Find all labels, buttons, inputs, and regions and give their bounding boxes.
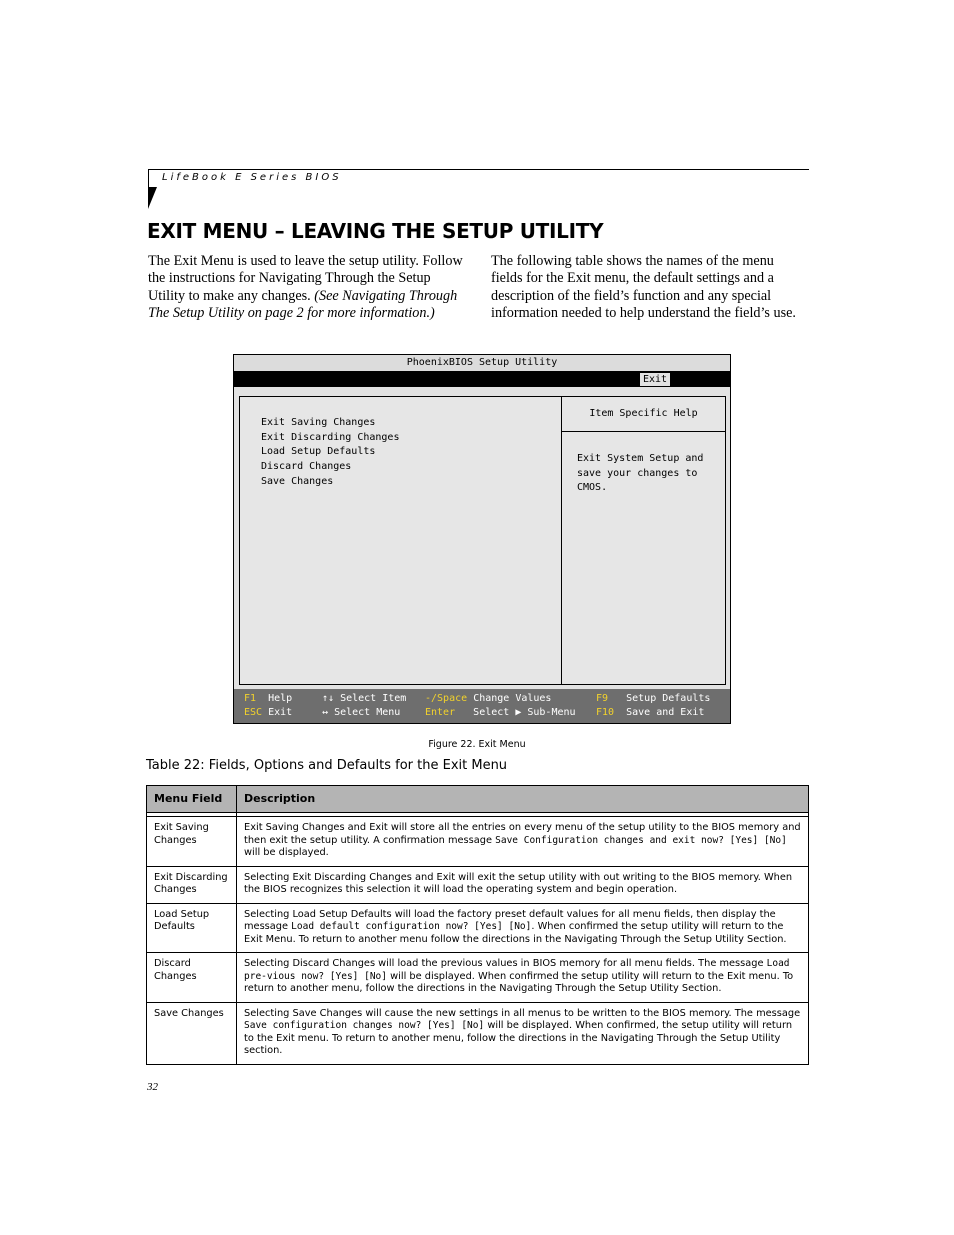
message-code: Load pre-vious now? [Yes] [No] [244, 958, 790, 982]
message-code: Save configuration changes now? [Yes] [No] [244, 1020, 485, 1031]
footer-setup-defaults [596, 692, 710, 706]
menu-item-save-changes[interactable]: Save Changes [261, 475, 334, 487]
footer-desc: Setup Defaults [626, 693, 711, 704]
table-row [147, 903, 809, 953]
footer-desc: Save and Exit [626, 707, 705, 718]
footer-select-menu [322, 706, 400, 720]
arrows-left-right-icon: ↔ [322, 707, 329, 718]
bios-panel [239, 396, 726, 685]
field-description [237, 866, 809, 903]
header-marker-icon [148, 187, 157, 209]
footer-key: F1 [244, 693, 257, 704]
figure-caption: Figure 22. Exit Menu [428, 739, 526, 750]
exit-menu-table [146, 785, 809, 1065]
table-row [147, 953, 809, 1003]
footer-key: ESC [244, 707, 263, 718]
field-name: Exit Discarding Changes [147, 866, 237, 903]
field-description [237, 903, 809, 953]
menu-item-discard-changes[interactable]: Discard Changes [261, 461, 352, 473]
bios-menu [240, 397, 562, 684]
footer-f1-help [244, 692, 292, 706]
footer-key: Enter [425, 707, 456, 718]
field-name: Discard Changes [147, 953, 237, 1003]
description-text: will be displayed. When confirmed, the setup utility will return to the Exit menu. To return to another menu, follow the directions in the Navigating Through the Setup Utility section. [244, 1020, 793, 1056]
header-vertical-rule [148, 169, 149, 189]
running-header: LifeBook E Series BIOS [162, 172, 342, 183]
page-number: 32 [147, 1081, 158, 1093]
intro-left-paragraph [148, 253, 463, 323]
footer-change-values [425, 692, 551, 706]
footer-save-and-exit [596, 706, 704, 720]
column-header-description: Description [237, 786, 809, 813]
description-text: Selecting Load Setup Defaults will load the factory preset default values for all menu fields, then display the message [244, 908, 776, 932]
footer-desc: Exit [268, 707, 293, 718]
footer-desc: Change Values [473, 693, 552, 704]
header-rule [148, 169, 809, 170]
description-text: Selecting Save Changes will cause the new settings in all menus to be written to the BIOS memory. The message [244, 1007, 801, 1019]
column-header-menu-field: Menu Field [147, 786, 237, 813]
arrows-up-down-icon: ↑↓ [322, 693, 335, 704]
message-code: Load default configuration now? [Yes] [No] [291, 921, 532, 932]
help-title: Item Specific Help [562, 397, 725, 432]
intro-left-reference: (See Navigating Through The Setup Utility on page 2 for more information.) [148, 287, 458, 322]
tab-exit[interactable]: Exit [640, 373, 670, 386]
intro-right-paragraph: The following table shows the names of the menu fields for the Exit menu, the default settings and a description of the field’s function and any special information needed to help understand the field’s use. [491, 253, 796, 322]
footer-desc: Select ▶ Sub-Menu [473, 707, 576, 718]
field-name: Load Setup Defaults [147, 903, 237, 953]
intro-left-text: The Exit Menu is used to leave the setup utility. Follow the instructions for Navigating Through the Setup Utility to make any changes. [148, 253, 463, 304]
field-description [237, 953, 809, 1003]
field-name: Exit Saving Changes [147, 817, 237, 867]
description-text: Exit Saving Changes and Exit will store all the entries on every menu of the setup utility to the BIOS memory and then exit the setup utility. A confirmation message [244, 822, 801, 846]
bios-title: PhoenixBIOS Setup Utility [234, 355, 730, 372]
menu-item-load-setup-defaults[interactable]: Load Setup Defaults [261, 446, 376, 458]
footer-select-item [322, 692, 406, 706]
message-code: Save Configuration changes and exit now? [Yes] [No] [495, 834, 787, 846]
table-row [147, 866, 809, 903]
table-header-row [147, 786, 809, 813]
help-panel [562, 397, 725, 684]
footer-key: F9 [596, 693, 609, 704]
footer-key: F10 [596, 707, 615, 718]
footer-desc: Select Item [340, 693, 407, 704]
field-name: Save Changes [147, 1002, 237, 1064]
table-row [147, 817, 809, 867]
menu-item-exit-discarding-changes[interactable]: Exit Discarding Changes [261, 431, 400, 443]
field-description [237, 1002, 809, 1064]
footer-esc-exit [244, 706, 292, 720]
menu-item-exit-saving-changes[interactable]: Exit Saving Changes [261, 417, 376, 428]
footer-enter-select [425, 706, 576, 720]
field-description [237, 817, 809, 867]
description-text: will be displayed. When confirmed the setup utility will return to the Exit menu. To return to another menu, follow the directions in the Navigating Through the Setup Utility Section. [244, 970, 794, 994]
footer-desc: Help [268, 693, 293, 704]
description-text: . When confirmed the setup utility will return to the Exit Menu. To return to another menu follow the directions in the Navigating Through the Setup Utility Section. [244, 921, 787, 945]
description-text: will be displayed. [244, 847, 329, 858]
description-text: Selecting Exit Discarding Changes and Exit will exit the setup utility with out writing to the BIOS memory. When the BIOS recognizes this selection it will load the operating system and begin operation. [244, 871, 793, 895]
page-title: EXIT MENU – LEAVING THE SETUP UTILITY [147, 219, 604, 243]
bios-footer [234, 689, 730, 723]
table-row [147, 1002, 809, 1064]
footer-desc: Select Menu [334, 707, 401, 718]
bios-menubar [234, 372, 730, 387]
table-title: Table 22: Fields, Options and Defaults for the Exit Menu [146, 758, 508, 773]
footer-key: -/Space [425, 693, 468, 704]
help-text: Exit System Setup and save your changes to CMOS. [577, 453, 704, 494]
bios-screenshot [233, 354, 731, 724]
description-text: Selecting Discard Changes will load the previous values in BIOS memory for all menu fields. The message [244, 958, 767, 969]
